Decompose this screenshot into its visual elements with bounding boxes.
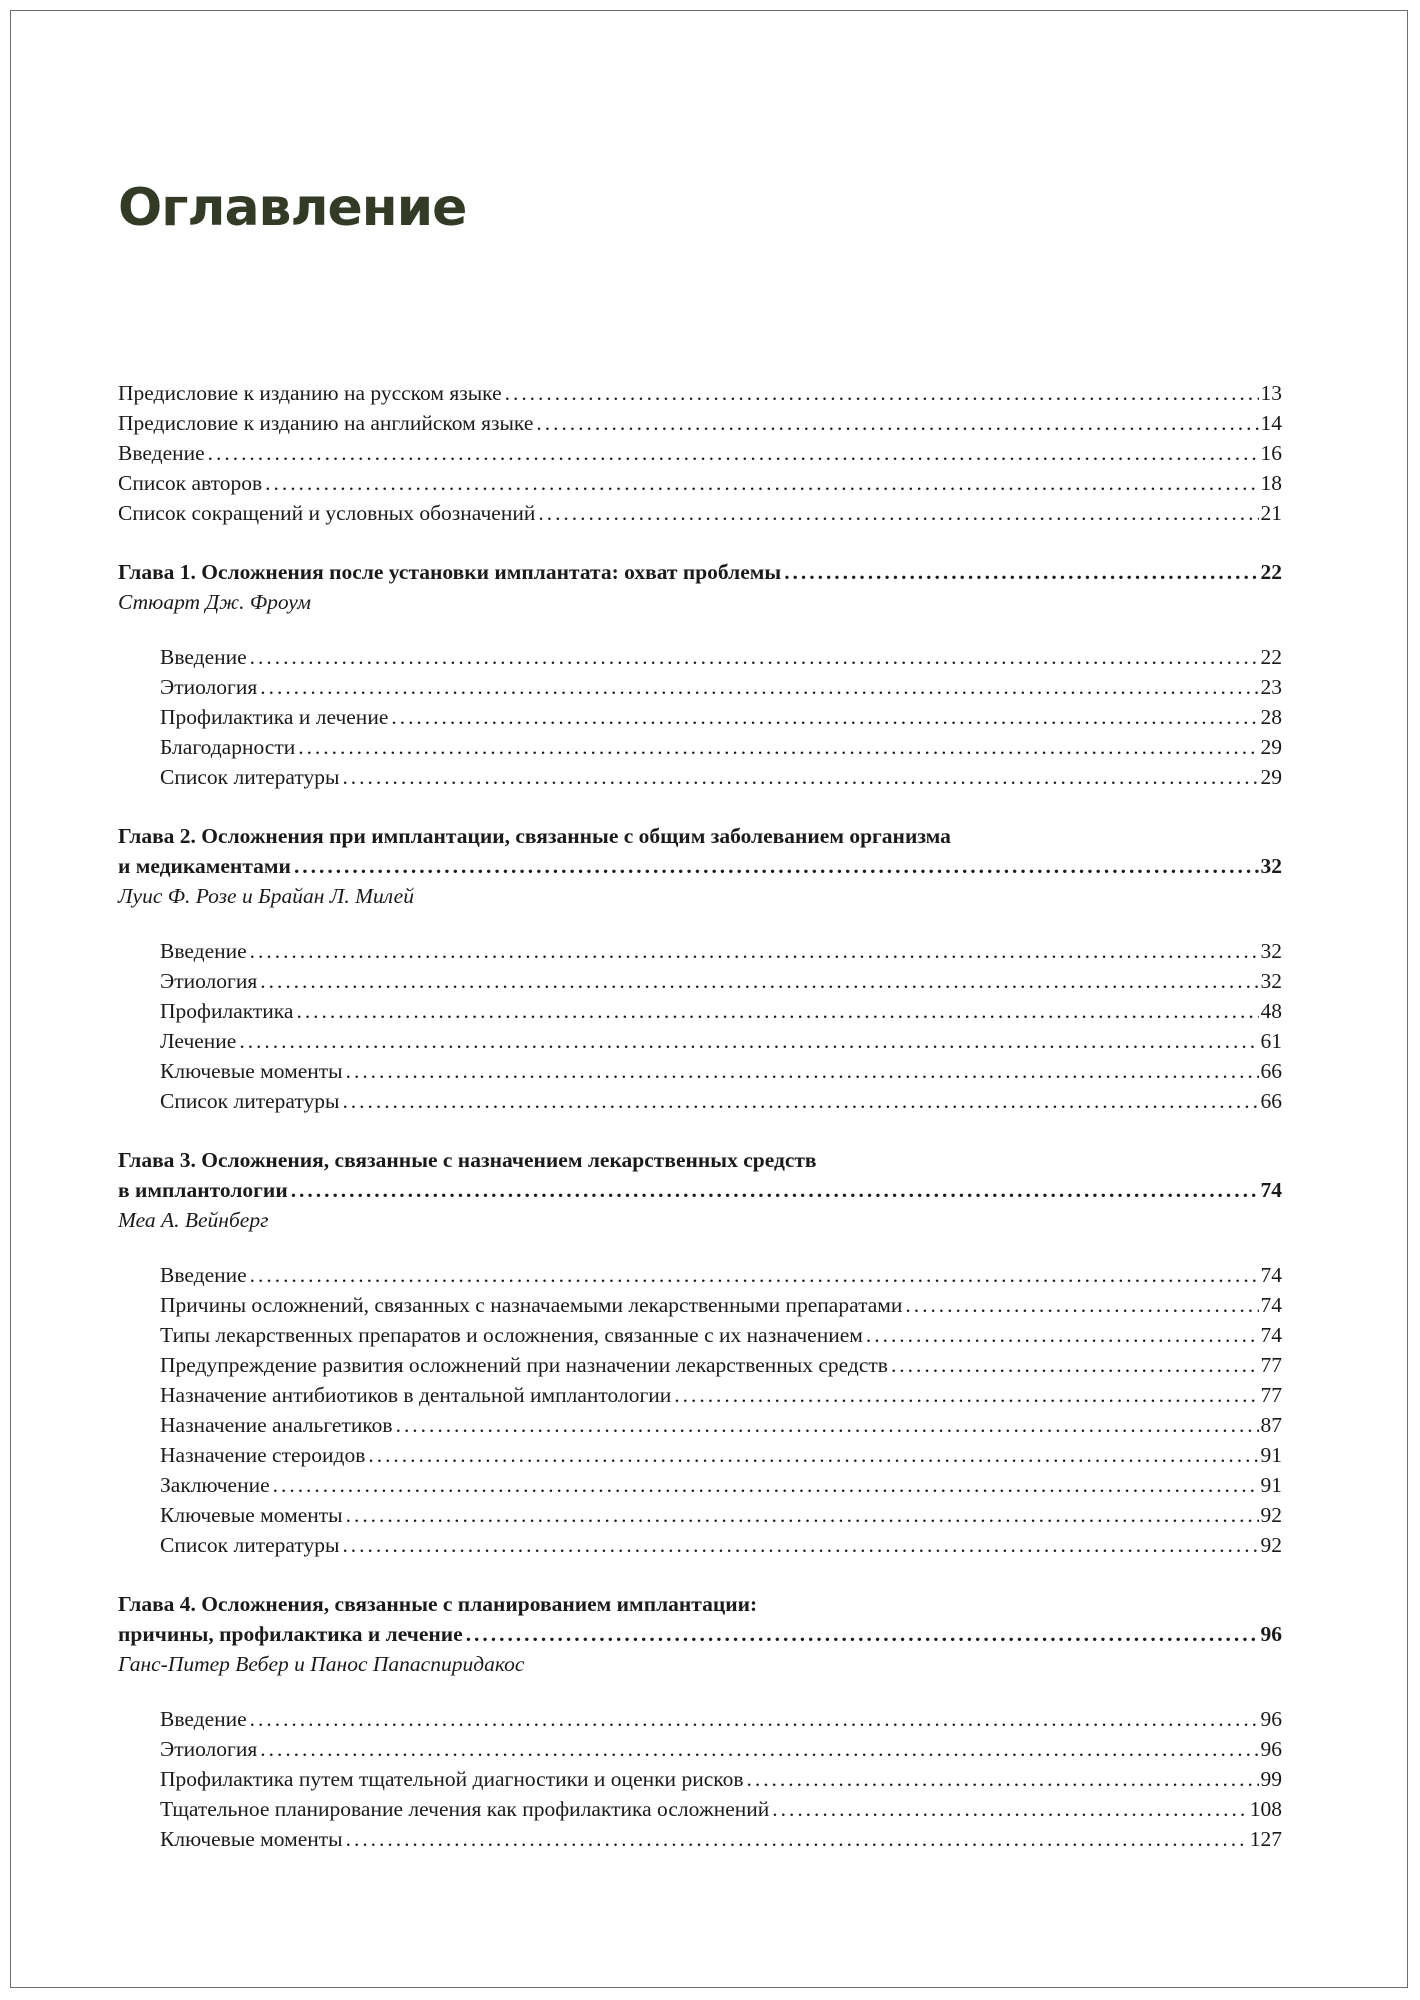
section-label: Ключевые моменты bbox=[160, 1059, 343, 1083]
dot-leader bbox=[250, 1260, 1259, 1290]
page-title: Оглавление bbox=[118, 178, 467, 238]
section-page: 29 bbox=[1260, 765, 1282, 789]
section-entry[interactable] bbox=[118, 732, 1282, 762]
section-page: 61 bbox=[1260, 1029, 1282, 1053]
toc-entry[interactable] bbox=[118, 378, 1282, 408]
dot-leader bbox=[866, 1320, 1259, 1350]
chapter-authors: Стюарт Дж. Фроум bbox=[118, 590, 311, 614]
dot-leader bbox=[260, 966, 1258, 996]
section-page: 96 bbox=[1260, 1707, 1282, 1731]
chapter-title-line: Глава 2. Осложнения при имплантации, связанные с общим заболеванием организма bbox=[118, 824, 951, 848]
dot-leader bbox=[291, 1175, 1259, 1205]
dot-leader bbox=[260, 1734, 1258, 1764]
section-label: Список литературы bbox=[160, 1533, 340, 1557]
section-label: Тщательное планирование лечения как профилактика осложнений bbox=[160, 1797, 770, 1821]
section-label: Введение bbox=[160, 1263, 247, 1287]
section-page: 92 bbox=[1260, 1533, 1282, 1557]
section-label: Благодарности bbox=[160, 735, 296, 759]
dot-leader bbox=[396, 1410, 1259, 1440]
section-page: 127 bbox=[1249, 1827, 1282, 1851]
section-label: Назначение стероидов bbox=[160, 1443, 366, 1467]
section-page: 92 bbox=[1260, 1503, 1282, 1527]
toc-entry[interactable] bbox=[118, 438, 1282, 468]
toc-entry-page: 16 bbox=[1260, 441, 1282, 465]
section-label: Лечение bbox=[160, 1029, 237, 1053]
dot-leader bbox=[905, 1290, 1258, 1320]
section-label: Этиология bbox=[160, 1737, 258, 1761]
chapter-title-line: Глава 4. Осложнения, связанные с планированием имплантации: bbox=[118, 1592, 758, 1616]
section-entry[interactable] bbox=[118, 1350, 1282, 1380]
section-label: Этиология bbox=[160, 675, 258, 699]
section-page: 74 bbox=[1260, 1293, 1282, 1317]
dot-leader bbox=[391, 702, 1258, 732]
dot-leader bbox=[260, 672, 1258, 702]
section-page: 66 bbox=[1260, 1059, 1282, 1083]
section-page: 23 bbox=[1260, 675, 1282, 699]
section-entry[interactable] bbox=[118, 1470, 1282, 1500]
chapter-4 bbox=[118, 1589, 1282, 1854]
section-page: 74 bbox=[1260, 1263, 1282, 1287]
chapter-title[interactable] bbox=[118, 851, 1282, 881]
dot-leader bbox=[368, 1440, 1258, 1470]
toc-entry-label: Предисловие к изданию на английском языке bbox=[118, 411, 534, 435]
chapter-title[interactable] bbox=[118, 557, 1282, 587]
section-label: Этиология bbox=[160, 969, 258, 993]
chapter-title-text: и медикаментами bbox=[118, 854, 291, 878]
section-label: Ключевые моменты bbox=[160, 1827, 343, 1851]
chapter-page: 22 bbox=[1260, 560, 1282, 584]
toc-entry-page: 14 bbox=[1260, 411, 1282, 435]
section-label: Введение bbox=[160, 645, 247, 669]
chapter-title-text: Глава 1. Осложнения после установки имплантата: охват проблемы bbox=[118, 560, 782, 584]
dot-leader bbox=[273, 1470, 1259, 1500]
section-page: 77 bbox=[1260, 1353, 1282, 1377]
section-entry[interactable] bbox=[118, 1086, 1282, 1116]
chapter-2 bbox=[118, 821, 1282, 1116]
toc-entry[interactable] bbox=[118, 468, 1282, 498]
section-page: 87 bbox=[1260, 1413, 1282, 1437]
section-page: 77 bbox=[1260, 1383, 1282, 1407]
section-label: Причины осложнений, связанных с назначаемыми лекарственными препаратами bbox=[160, 1293, 903, 1317]
section-page: 28 bbox=[1260, 705, 1282, 729]
dot-leader bbox=[250, 1704, 1259, 1734]
chapter-authors: Ганс-Питер Вебер и Панос Папаспиридакос bbox=[118, 1652, 525, 1676]
section-page: 32 bbox=[1260, 969, 1282, 993]
chapter-3 bbox=[118, 1145, 1282, 1560]
dot-leader bbox=[505, 378, 1259, 408]
section-page: 66 bbox=[1260, 1089, 1282, 1113]
dot-leader bbox=[747, 1764, 1259, 1794]
section-label: Введение bbox=[160, 1707, 247, 1731]
dot-leader bbox=[208, 438, 1259, 468]
chapter-title[interactable] bbox=[118, 1619, 1282, 1649]
section-entry[interactable] bbox=[118, 1290, 1282, 1320]
toc-entry-label: Предисловие к изданию на русском языке bbox=[118, 381, 502, 405]
section-entry[interactable] bbox=[118, 1380, 1282, 1410]
section-entry[interactable] bbox=[118, 1056, 1282, 1086]
dot-leader bbox=[346, 1500, 1259, 1530]
chapter-authors: Меа А. Вейнберг bbox=[118, 1208, 269, 1232]
toc-entry-page: 21 bbox=[1260, 501, 1282, 525]
toc-entry[interactable] bbox=[118, 498, 1282, 528]
section-entry[interactable] bbox=[118, 1530, 1282, 1560]
dot-leader bbox=[772, 1794, 1247, 1824]
chapter-authors: Луис Ф. Розе и Брайан Л. Милей bbox=[118, 884, 414, 908]
section-label: Ключевые моменты bbox=[160, 1503, 343, 1527]
section-label: Назначение анальгетиков bbox=[160, 1413, 393, 1437]
section-label: Профилактика bbox=[160, 999, 294, 1023]
chapter-1 bbox=[118, 557, 1282, 792]
dot-leader bbox=[784, 557, 1258, 587]
section-label: Предупреждение развития осложнений при назначении лекарственных средств bbox=[160, 1353, 888, 1377]
toc-entry-page: 13 bbox=[1260, 381, 1282, 405]
section-entry[interactable] bbox=[118, 1704, 1282, 1734]
dot-leader bbox=[538, 498, 1258, 528]
dot-leader bbox=[346, 1056, 1259, 1086]
dot-leader bbox=[891, 1350, 1259, 1380]
section-entry[interactable] bbox=[118, 1824, 1282, 1854]
dot-leader bbox=[250, 936, 1259, 966]
section-page: 32 bbox=[1260, 939, 1282, 963]
table-of-contents bbox=[118, 378, 1282, 1854]
section-label: Заключение bbox=[160, 1473, 270, 1497]
section-label: Назначение антибиотиков в дентальной имплантологии bbox=[160, 1383, 672, 1407]
dot-leader bbox=[342, 1530, 1258, 1560]
section-entry[interactable] bbox=[118, 936, 1282, 966]
chapter-title[interactable] bbox=[118, 1175, 1282, 1205]
section-label: Введение bbox=[160, 939, 247, 963]
dot-leader bbox=[250, 642, 1259, 672]
section-entry[interactable] bbox=[118, 1260, 1282, 1290]
section-page: 91 bbox=[1260, 1473, 1282, 1497]
section-page: 29 bbox=[1260, 735, 1282, 759]
dot-leader bbox=[298, 732, 1258, 762]
toc-entry-label: Список авторов bbox=[118, 471, 263, 495]
dot-leader bbox=[265, 468, 1258, 498]
section-entry[interactable] bbox=[118, 672, 1282, 702]
section-page: 48 bbox=[1260, 999, 1282, 1023]
front-matter bbox=[118, 378, 1282, 528]
section-entry[interactable] bbox=[118, 1764, 1282, 1794]
section-label: Список литературы bbox=[160, 1089, 340, 1113]
section-entry[interactable] bbox=[118, 1734, 1282, 1764]
section-entry[interactable] bbox=[118, 1410, 1282, 1440]
section-entry[interactable] bbox=[118, 996, 1282, 1026]
toc-entry-label: Введение bbox=[118, 441, 205, 465]
dot-leader bbox=[296, 996, 1258, 1026]
section-page: 108 bbox=[1249, 1797, 1282, 1821]
section-label: Профилактика путем тщательной диагностики и оценки рисков bbox=[160, 1767, 744, 1791]
section-label: Профилактика и лечение bbox=[160, 705, 389, 729]
chapter-title-text: в имплантологии bbox=[118, 1178, 288, 1202]
dot-leader bbox=[346, 1824, 1248, 1854]
toc-entry[interactable] bbox=[118, 408, 1282, 438]
dot-leader bbox=[536, 408, 1258, 438]
section-entry[interactable] bbox=[118, 762, 1282, 792]
section-page: 96 bbox=[1260, 1737, 1282, 1761]
chapter-title-text: причины, профилактика и лечение bbox=[118, 1622, 463, 1646]
dot-leader bbox=[674, 1380, 1258, 1410]
section-page: 99 bbox=[1260, 1767, 1282, 1791]
section-entry[interactable] bbox=[118, 1794, 1282, 1824]
dot-leader bbox=[239, 1026, 1258, 1056]
chapter-page: 32 bbox=[1260, 854, 1282, 878]
section-entry[interactable] bbox=[118, 1440, 1282, 1470]
toc-entry-label: Список сокращений и условных обозначений bbox=[118, 501, 536, 525]
section-page: 91 bbox=[1260, 1443, 1282, 1467]
section-entry[interactable] bbox=[118, 702, 1282, 732]
section-entry[interactable] bbox=[118, 1500, 1282, 1530]
section-label: Типы лекарственных препаратов и осложнения, связанные с их назначением bbox=[160, 1323, 863, 1347]
dot-leader bbox=[342, 1086, 1258, 1116]
section-entry[interactable] bbox=[118, 966, 1282, 996]
chapter-page: 96 bbox=[1260, 1622, 1282, 1646]
toc-entry-page: 18 bbox=[1260, 471, 1282, 495]
section-page: 22 bbox=[1260, 645, 1282, 669]
section-entry[interactable] bbox=[118, 1026, 1282, 1056]
dot-leader bbox=[466, 1619, 1259, 1649]
section-entry[interactable] bbox=[118, 1320, 1282, 1350]
section-entry[interactable] bbox=[118, 642, 1282, 672]
dot-leader bbox=[294, 851, 1259, 881]
section-label: Список литературы bbox=[160, 765, 340, 789]
section-page: 74 bbox=[1260, 1323, 1282, 1347]
chapter-title-line: Глава 3. Осложнения, связанные с назначением лекарственных средств bbox=[118, 1148, 817, 1172]
dot-leader bbox=[342, 762, 1258, 792]
chapter-page: 74 bbox=[1260, 1178, 1282, 1202]
